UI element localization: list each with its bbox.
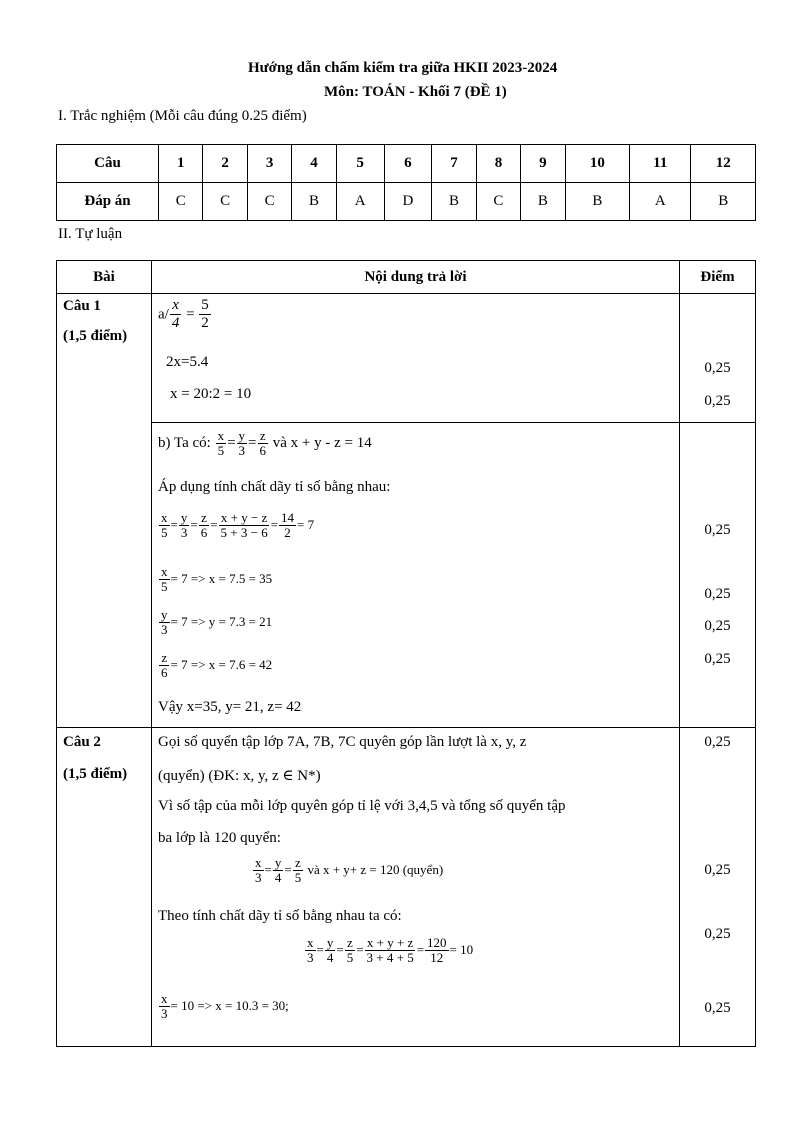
q1a-pt-2: 0,25 xyxy=(704,393,731,409)
q1b-ratio-chain: $\frac{x}{5}$ = $\frac{y}{3}$ = $\frac{z}{6}$ = $\frac{x + y - z}{5 + 3 - 6}$ = $\frac{14}{2}$ = 7 xyxy=(161,510,315,540)
essay-grading-table xyxy=(56,260,756,1047)
q1-name: Câu 1 xyxy=(63,298,101,314)
q1b-given: b) Ta có: $\frac{x}{5}$ = $\frac{y}{3}$ = $\frac{z}{6}$ và x + y - z = 14 xyxy=(158,428,372,458)
q2-label-cell xyxy=(57,728,152,1047)
answer-row-label: Đáp án xyxy=(57,183,159,221)
question-number-cell: 2 xyxy=(203,145,247,183)
q2-pt-1: 0,25 xyxy=(704,734,731,750)
answer-cell: C xyxy=(247,183,291,221)
mcq-answer-table xyxy=(56,144,756,221)
q1b-condition: và x + y - z = 14 xyxy=(272,435,372,452)
q2-rule: Theo tính chất dãy tỉ số bằng nhau ta có: xyxy=(158,908,402,924)
question-number-cell: 11 xyxy=(630,145,691,183)
q1a-frac-x4: $\frac{x}{4}$ xyxy=(171,297,180,331)
question-number-cell: 8 xyxy=(476,145,520,183)
frac-x5: $\frac{x}{5}$ xyxy=(217,428,225,458)
question-number-cell: 4 xyxy=(292,145,336,183)
q1b-points xyxy=(680,423,756,728)
col-points-header: Điểm xyxy=(680,261,756,294)
q2-line1: Gọi số quyển tập lớp 7A, 7B, 7C quyên góp lần lượt là x, y, z xyxy=(158,734,527,750)
q2-ratio-chain: $\frac{x}{3}$ = $\frac{y}{4}$ = $\frac{z}{5}$ = $\frac{x + y + z}{3 + 4 + 5}$ = $\frac{120}{12}$ = 10 xyxy=(307,935,474,965)
q1a-content xyxy=(152,294,680,423)
q1b-z-line: $\frac{z}{6}$ = 7 => x = 7.6 = 42 xyxy=(161,650,273,680)
question-number-cell: 10 xyxy=(565,145,630,183)
answer-cell: B xyxy=(292,183,336,221)
q2-condition: và x + y+ z = 120 (quyển) xyxy=(307,861,444,877)
q1a-eq-sign: = xyxy=(186,306,195,323)
answer-cell: B xyxy=(691,183,756,221)
col-bai-header: Bài xyxy=(57,261,152,294)
q1a-frac-52: $\frac{5}{2}$ xyxy=(201,297,209,331)
q1b-conclusion: Vậy x=35, y= 21, z= 42 xyxy=(158,699,302,715)
q2-line4: ba lớp là 120 quyển: xyxy=(158,830,281,846)
q1a-row xyxy=(57,294,756,423)
q2-line3: Vì số tập của mỗi lớp quyên góp tỉ lệ với 3,4,5 và tổng số quyển tập xyxy=(158,798,566,814)
q1b-rule: Áp dụng tính chất dãy tỉ số bằng nhau: xyxy=(158,479,391,495)
q1-label-cell xyxy=(57,294,152,728)
q1a-line2: 2x=5.4 xyxy=(166,354,209,370)
q1a-prefix: a/ xyxy=(158,306,169,323)
q1b-y-line: $\frac{y}{3}$ = 7 => y = 7.3 = 21 xyxy=(161,607,273,637)
doc-title: Hướng dẫn chấm kiểm tra giữa HKII 2023-2024 xyxy=(248,60,558,76)
question-number-cell: 6 xyxy=(384,145,432,183)
q2-pt-3: 0,25 xyxy=(704,926,731,942)
q1b-pt-3: 0,25 xyxy=(704,618,731,634)
q2-score: (1,5 điểm) xyxy=(63,766,128,782)
answer-row xyxy=(57,183,756,221)
q2-content xyxy=(152,728,680,1047)
q2-pt-2: 0,25 xyxy=(704,862,731,878)
col-content-header: Nội dung trả lời xyxy=(152,261,680,294)
answer-cell: B xyxy=(432,183,476,221)
part1-heading: I. Trắc nghiệm (Mỗi câu đúng 0.25 điểm) xyxy=(58,108,307,124)
q1b-x-line: $\frac{x}{5}$ = 7 => x = 7.5 = 35 xyxy=(161,564,273,594)
answer-cell: A xyxy=(336,183,384,221)
q1b-pt-1: 0,25 xyxy=(704,522,731,538)
q2-given: $\frac{x}{3}$ = $\frac{y}{4}$ = $\frac{z}{5}$ và x + y+ z = 120 (quyển) xyxy=(255,855,444,885)
question-number-cell: 1 xyxy=(159,145,203,183)
answer-cell: A xyxy=(630,183,691,221)
question-number-cell: 5 xyxy=(336,145,384,183)
frac-y3: $\frac{y}{3}$ xyxy=(238,428,246,458)
question-number-cell: 12 xyxy=(691,145,756,183)
q1b-row xyxy=(57,423,756,728)
q2-pt-4: 0,25 xyxy=(704,1000,731,1016)
question-row xyxy=(57,145,756,183)
question-number-cell: 7 xyxy=(432,145,476,183)
answer-cell: B xyxy=(565,183,630,221)
part2-heading: II. Tự luận xyxy=(58,226,123,242)
doc-subtitle: Môn: TOÁN - Khối 7 (ĐỀ 1) xyxy=(324,84,507,100)
question-number-cell: 3 xyxy=(247,145,291,183)
answer-cell: D xyxy=(384,183,432,221)
answer-cell: C xyxy=(159,183,203,221)
answer-cell: B xyxy=(521,183,565,221)
q1b-pt-2: 0,25 xyxy=(704,586,731,602)
answer-cell: C xyxy=(203,183,247,221)
q2-points xyxy=(680,728,756,1047)
essay-header-row xyxy=(57,261,756,294)
q2-name: Câu 2 xyxy=(63,734,101,750)
q1-score: (1,5 điểm) xyxy=(63,328,128,344)
q2-line2: (quyển) (ĐK: x, y, z ∈ N*) xyxy=(158,768,321,784)
answer-cell: C xyxy=(476,183,520,221)
q1b-content xyxy=(152,423,680,728)
question-number-cell: 9 xyxy=(521,145,565,183)
q1b-pt-4: 0,25 xyxy=(704,651,731,667)
q2-row xyxy=(57,728,756,1047)
q1a-line3: x = 20:2 = 10 xyxy=(170,386,252,402)
q1a-equation xyxy=(158,298,212,332)
question-row-label: Câu xyxy=(57,145,159,183)
q1a-pt-1: 0,25 xyxy=(704,360,731,376)
q2-x-line: $\frac{x}{3}$ = 10 => x = 10.3 = 30; xyxy=(161,991,289,1021)
q1a-points xyxy=(680,294,756,423)
frac-z6: $\frac{z}{6}$ xyxy=(259,428,267,458)
